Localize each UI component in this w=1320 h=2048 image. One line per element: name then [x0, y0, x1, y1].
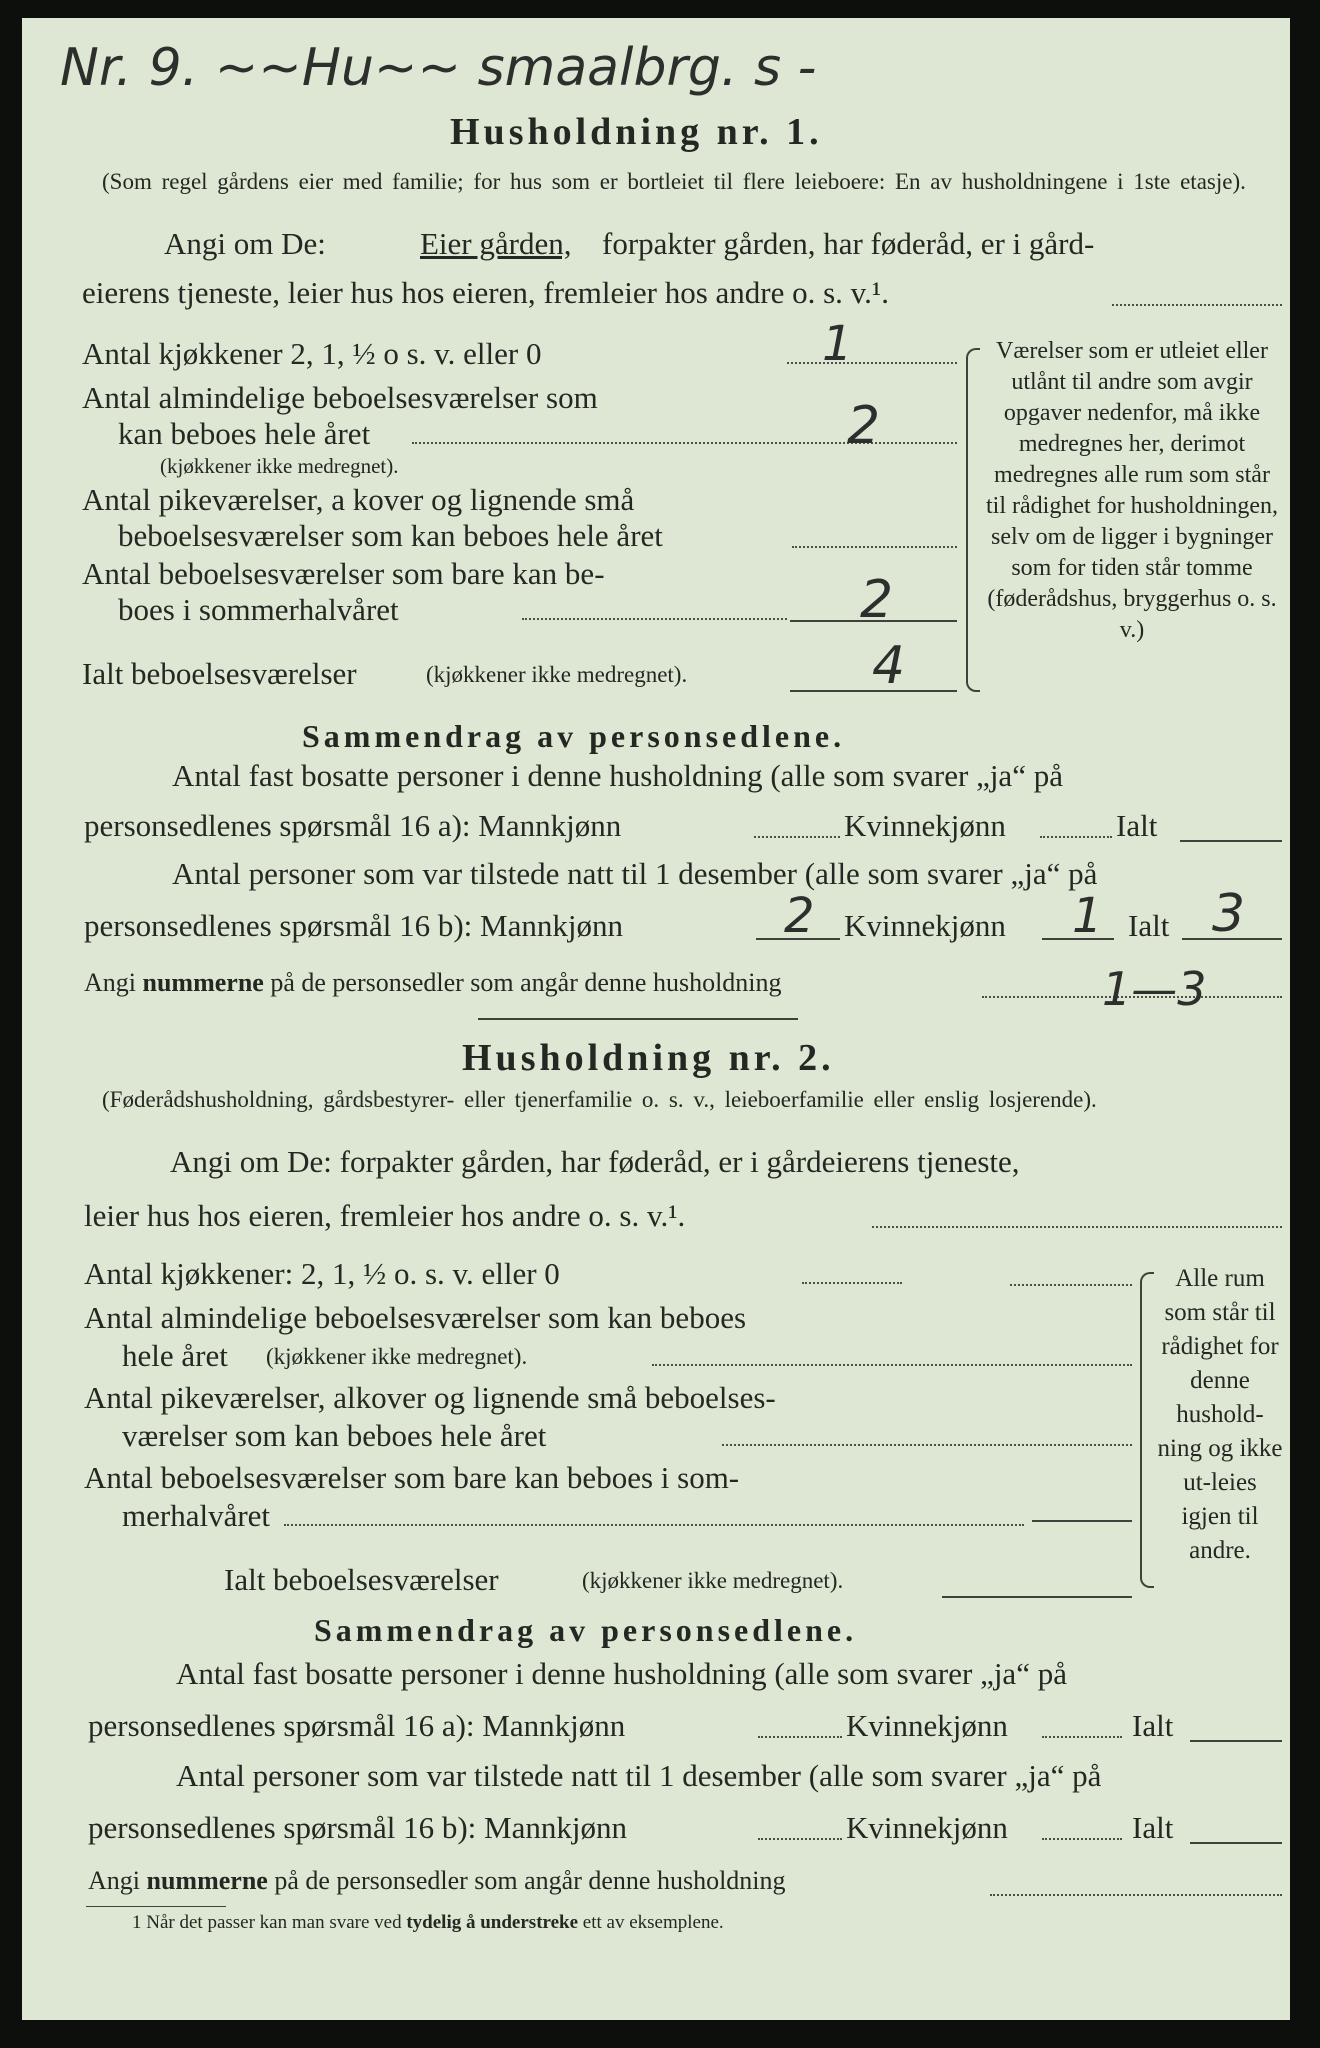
- footnote: [132, 1912, 724, 1934]
- h1-ordinary-rooms-value: 2: [847, 396, 881, 456]
- h1-numbers-value: 1—3: [1102, 962, 1207, 1016]
- h2-present-total-label: Ialt: [1132, 1810, 1174, 1845]
- h1-present-total-value: 3: [1212, 884, 1246, 944]
- h2-present-female-label: Kvinnekjønn: [846, 1810, 1008, 1845]
- h1-resident-total-line: [1180, 840, 1282, 842]
- footnote-a: 1 Når det passer kan man svare ved: [132, 1912, 402, 1933]
- h1-kitchens-line: [787, 362, 957, 364]
- household-2-title: Husholdning nr. 2.: [462, 1037, 835, 1079]
- h2-total-rooms-line: [942, 1596, 1132, 1598]
- h2-resident-line2: personsedlenes spørsmål 16 a): Mannkjønn: [88, 1708, 626, 1743]
- h1-summer-rooms-value: 2: [860, 570, 894, 630]
- h2-angi-options: Angi om De: forpakter gården, har føderåd, er i gårdeierens tjeneste,: [170, 1144, 1020, 1179]
- h1-resident-line2: personsedlenes spørsmål 16 a): Mannkjønn: [84, 808, 622, 843]
- h1-numbers-label-b: nummerne: [142, 968, 264, 997]
- h1-present-line2: personsedlenes spørsmål 16 b): Mannkjønn: [84, 908, 623, 943]
- h2-summer-rooms-dots: [284, 1524, 1024, 1526]
- h1-total-rooms-label: Ialt beboelsesværelser: [82, 656, 357, 691]
- h1-present-total-label: Ialt: [1128, 908, 1170, 943]
- h2-summary-title: Sammendrag av personsedlene.: [314, 1612, 858, 1648]
- h1-resident-female-label: Kvinnekjønn: [844, 808, 1006, 843]
- h2-present-male-line: [758, 1838, 842, 1840]
- h2-present-line2: personsedlenes spørsmål 16 b): Mannkjønn: [88, 1810, 627, 1845]
- h1-summary-title: Sammendrag av personsedlene.: [302, 718, 846, 754]
- h1-side-brace: [966, 348, 980, 692]
- handwritten-header: Nr. 9. ~~Hu~~ smaalbrg. s -: [60, 38, 817, 98]
- household-1-title: Husholdning nr. 1.: [450, 111, 823, 153]
- h1-angi-options: forpakter gården, har føderåd, er i gård-: [602, 226, 1095, 261]
- h1-ordinary-rooms-note: (kjøkkener ikke medregnet).: [160, 454, 399, 478]
- h2-numbers-label-b: nummerne: [146, 1866, 268, 1895]
- footnote-c: ett av eksemplene.: [582, 1912, 724, 1933]
- h1-present-female-label: Kvinnekjønn: [844, 908, 1006, 943]
- h1-resident-female-line: [1040, 836, 1112, 838]
- h2-kitchens-label: Antal kjøkkener: 2, 1, ½ o. s. v. eller 0: [84, 1256, 560, 1291]
- h2-numbers-line: [990, 1894, 1282, 1896]
- h2-summer-rooms-label-1: Antal beboelsesværelser som bare kan beboes i som-: [84, 1460, 740, 1495]
- h2-maid-rooms-line: [722, 1444, 1132, 1446]
- h2-maid-rooms-label-2: værelser som kan beboes hele året: [122, 1418, 547, 1453]
- h1-numbers-label: [84, 968, 782, 998]
- h2-present-line1: Antal personer som var tilstede natt til 1 desember (alle som svarer „ja“ på: [176, 1758, 1102, 1793]
- h2-present-total-line: [1190, 1842, 1282, 1844]
- h1-maid-rooms-label-1: Antal pikeværelser, a kover og lignende små: [82, 482, 635, 517]
- h2-angi-answer-line: [872, 1226, 1282, 1228]
- h1-resident-male-line: [754, 836, 840, 838]
- h1-numbers-label-c: på de personsedler som angår denne husholdning: [270, 968, 782, 997]
- h1-angi-answer-line: [1112, 304, 1282, 306]
- section-divider: [478, 1018, 798, 1020]
- footnote-rule: [86, 1906, 226, 1907]
- h1-angi-selected-option: Eier gården,: [420, 226, 572, 261]
- h1-maid-rooms-line: [792, 546, 957, 548]
- h2-kitchens-line: [1010, 1284, 1132, 1286]
- h2-resident-total-label: Ialt: [1132, 1708, 1174, 1743]
- h1-present-female-value: 1: [1072, 888, 1103, 944]
- h2-resident-female-label: Kvinnekjønn: [846, 1708, 1008, 1743]
- census-form-page: [22, 18, 1290, 2020]
- h1-ordinary-rooms-label-1: Antal almindelige beboelsesværelser som: [82, 380, 598, 415]
- h1-maid-rooms-label-2: beboelsesværelser som kan beboes hele året: [118, 518, 663, 553]
- h2-ordinary-rooms-label-2: hele året: [122, 1338, 228, 1373]
- h2-summer-rooms-label-2: merhalvåret: [122, 1498, 271, 1533]
- h2-side-brace: [1140, 1272, 1154, 1588]
- h1-present-line1: Antal personer som var tilstede natt til 1 desember (alle som svarer „ja“ på: [172, 856, 1098, 891]
- h2-kitchens-dots: [802, 1282, 902, 1284]
- h2-resident-line1: Antal fast bosatte personer i denne husholdning (alle som svarer „ja“ på: [176, 1656, 1067, 1691]
- h2-numbers-label-c: på de personsedler som angår denne husholdning: [274, 1866, 786, 1895]
- footnote-b: tydelig å understreke: [406, 1912, 579, 1933]
- h2-resident-total-line: [1190, 1740, 1282, 1742]
- h2-present-female-line: [1042, 1838, 1122, 1840]
- h2-resident-male-line: [758, 1736, 842, 1738]
- h1-summer-rooms-label-1: Antal beboelsesværelser som bare kan be-: [82, 556, 605, 591]
- h1-resident-total-label: Ialt: [1116, 808, 1158, 843]
- h2-numbers-label-a: Angi: [88, 1866, 140, 1895]
- h2-numbers-label: [88, 1866, 786, 1896]
- h1-angi-options-line2: eierens tjeneste, leier hus hos eieren, fremleier hos andre o. s. v.¹.: [82, 275, 889, 310]
- h2-total-rooms-label: Ialt beboelsesværelser: [224, 1562, 499, 1597]
- h2-side-note: Alle rum som står til rådighet for denne hushold-ning og ikke ut-leies igjen til andre.: [1157, 1265, 1283, 1564]
- h2-summer-rooms-line: [1032, 1520, 1132, 1522]
- h1-angi-label: Angi om De:: [164, 226, 326, 261]
- h2-maid-rooms-label-1: Antal pikeværelser, alkover og lignende små beboelses-: [84, 1380, 776, 1415]
- h2-ordinary-rooms-label-1: Antal almindelige beboelsesværelser som kan beboes: [84, 1300, 747, 1335]
- h1-kitchens-value: 1: [822, 316, 853, 372]
- h1-total-rooms-value: 4: [872, 636, 906, 696]
- h1-present-male-value: 2: [784, 888, 815, 944]
- h1-total-rooms-note: (kjøkkener ikke medregnet).: [426, 662, 688, 687]
- h2-ordinary-rooms-line: [652, 1364, 1132, 1366]
- h2-resident-female-line: [1042, 1736, 1122, 1738]
- household-1-note: (Som regel gårdens eier med familie; for hus som er bortleiet til flere leieboere: En av husholdningene i 1ste etasje).: [102, 169, 1246, 194]
- h1-resident-line1: Antal fast bosatte personer i denne husholdning (alle som svarer „ja“ på: [172, 758, 1063, 793]
- h1-summer-rooms-label-2: boes i sommerhalvåret: [118, 592, 399, 627]
- household-2-note: (Føderådshusholdning, gårdsbestyrer- eller tjenerfamilie o. s. v., leieboerfamilie eller enslig losjerende).: [102, 1087, 1097, 1112]
- h1-ordinary-rooms-label-2: kan beboes hele året: [118, 416, 371, 451]
- h1-kitchens-label: Antal kjøkkener 2, 1, ½ o s. v. eller 0: [82, 336, 542, 371]
- h1-numbers-label-a: Angi: [84, 968, 136, 997]
- h2-angi-options-line2: leier hus hos eieren, fremleier hos andre o. s. v.¹.: [84, 1198, 686, 1233]
- h2-total-rooms-note: (kjøkkener ikke medregnet).: [582, 1568, 844, 1593]
- h1-summer-rooms-dots: [522, 618, 787, 620]
- h2-ordinary-rooms-note: (kjøkkener ikke medregnet).: [266, 1344, 528, 1369]
- h1-side-note: Værelser som er utleiet eller utlånt til andre som avgir opgaver nedenfor, må ikke medregnes her, derimot medregnes alle rum som står til rådighet for husholdningen, selv om de ligger i bygninger som for tiden står tomme (føderådshus, bryggerhus o. s. v.): [986, 338, 1278, 643]
